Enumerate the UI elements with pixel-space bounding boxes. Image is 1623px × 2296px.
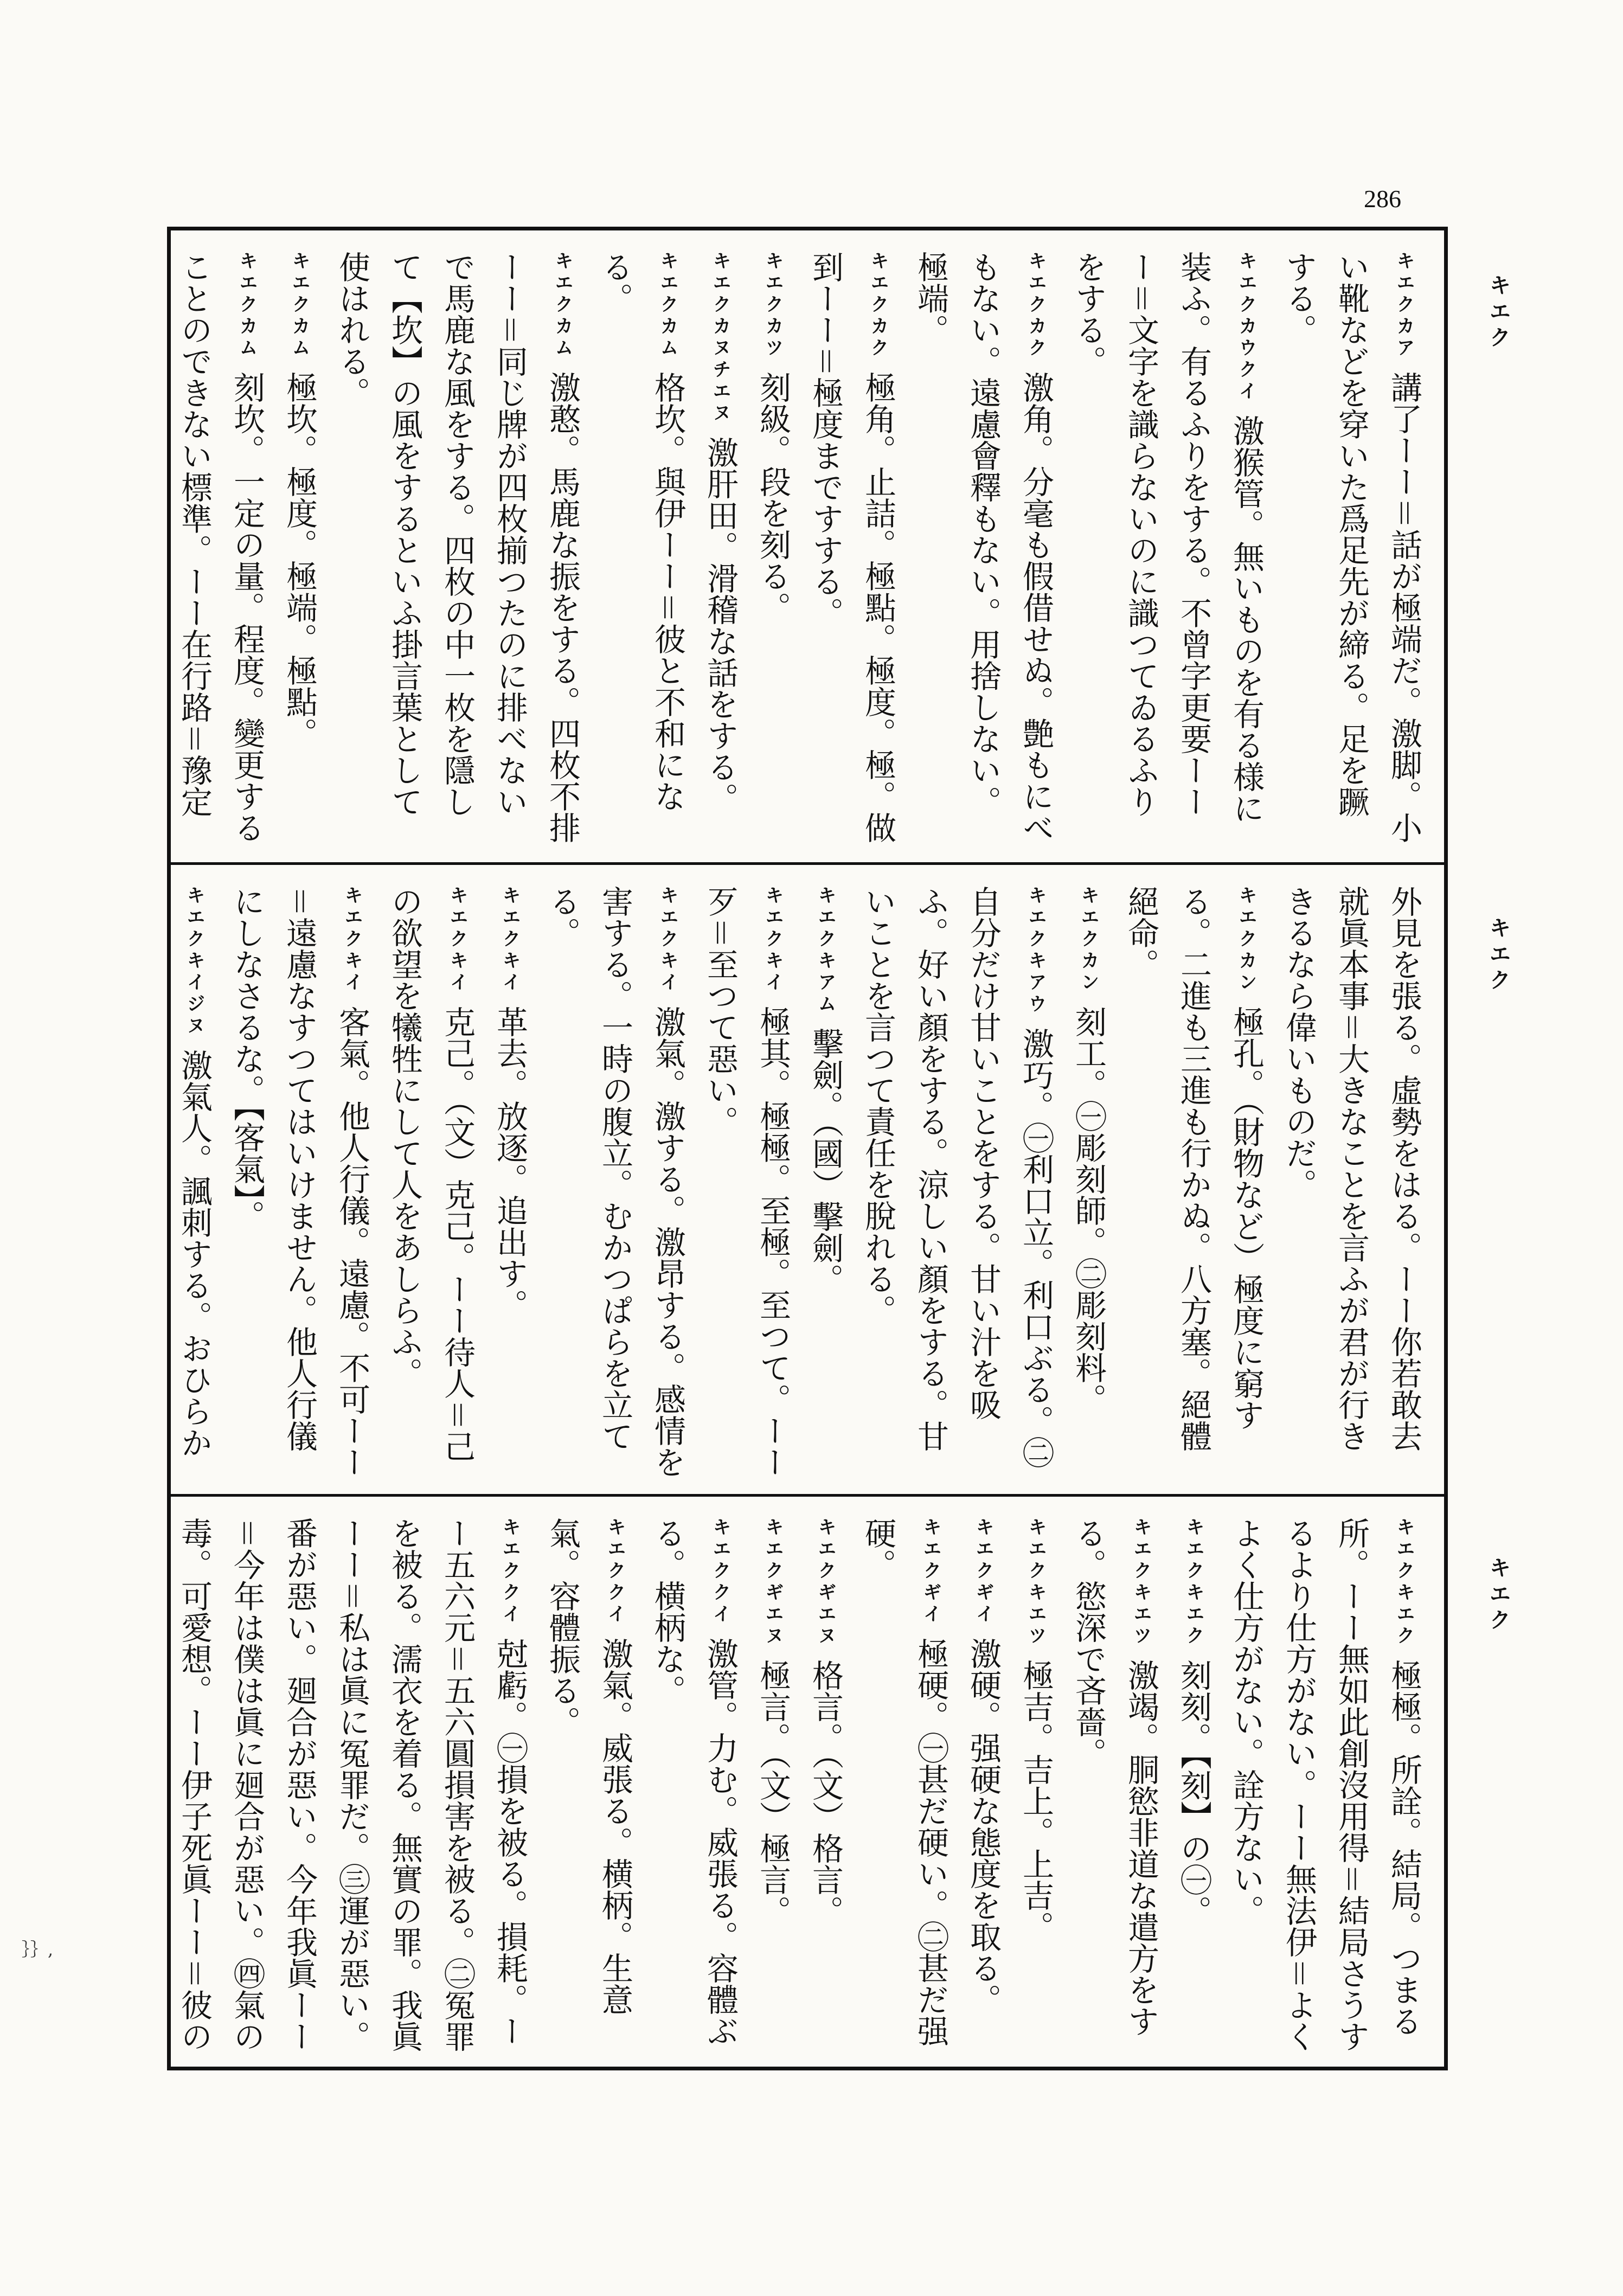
dictionary-entry bbox=[1114, 886, 1272, 1480]
page-number: 286 bbox=[1364, 185, 1401, 213]
entry-definition: 激氣。激する。激昂する。感情を害する。一時の腹立。むかつぱらを立てる。 bbox=[544, 886, 686, 1478]
section-top bbox=[171, 230, 1444, 862]
entry-headword: キエクカヌチエヌ bbox=[709, 251, 731, 425]
entry-definition: 極其。極極。至極。至つて。ーー歹＝至つて惡い。 bbox=[702, 886, 791, 1478]
dictionary-entry bbox=[904, 251, 1062, 848]
entry-headword: キエクカク bbox=[867, 251, 889, 360]
dictionary-entry bbox=[171, 1517, 536, 2056]
entry-headword: キエクギエヌ bbox=[762, 1517, 784, 1647]
entry-definition: 激肝田。滑稽な話をする。 bbox=[702, 437, 739, 814]
column-header-top: キエク bbox=[1486, 274, 1511, 352]
entry-headword: キエクキイ bbox=[341, 886, 363, 994]
entry-headword: キエクキイ bbox=[657, 886, 678, 994]
dictionary-entry bbox=[588, 251, 694, 848]
entry-headword: キエクキエツ bbox=[1025, 1517, 1047, 1647]
dictionary-entry bbox=[273, 251, 325, 848]
entry-headword: キエクキイ bbox=[446, 886, 468, 994]
entry-definition: 講了ーー＝話が極端だ。激脚。小い靴などを穿いた爲足先が締る。足を蹶する。 bbox=[1280, 251, 1422, 844]
dictionary-entry bbox=[746, 251, 799, 848]
entry-headword: キエククイ bbox=[709, 1517, 731, 1626]
dictionary-entry bbox=[851, 886, 1062, 1480]
dictionary-entry bbox=[220, 886, 378, 1480]
dictionary-entry bbox=[1062, 1517, 1167, 2056]
entry-definition: 極坎。極度。極端。極點。 bbox=[281, 371, 318, 749]
entry-headword: キエクカク bbox=[1025, 251, 1047, 360]
entry-definition: 極極。所詮。結局。つまる所。ーー無如此創沒用得＝結局さうするより仕方がない。ーー無法伊＝よくよく仕方がない。詮方ない。 bbox=[1228, 1517, 1422, 2053]
entry-headword: キエクカム bbox=[551, 251, 573, 360]
entry-definition: 擊劍。（國）擊劍。 bbox=[807, 1028, 844, 1295]
dictionary-entry bbox=[641, 1517, 746, 2056]
entry-definition: 格言。（文）格言。 bbox=[807, 1659, 844, 1927]
dictionary-entry bbox=[1272, 251, 1430, 848]
entry-definition: 激氣。威張る。横柄。生意氣。容體振る。 bbox=[544, 1517, 633, 2015]
entry-headword: キエクギエヌ bbox=[814, 1517, 836, 1647]
entry-definition: 激竭。胴慾非道な遣方をする。慾深で吝嗇。 bbox=[1070, 1517, 1159, 2037]
entry-definition: 激巧。㊀利口立。利口ぶる。㊁自分だけ甘いことをする。甘い汁を吸ふ。好い顏をする。涼しい顏をする。甘いことを言つて責任を脫れる。 bbox=[859, 886, 1054, 1468]
entry-definition: 極孔。（財物など）極度に窮する。二進も三進も行かぬ。八方塞。絕體絕命。 bbox=[1122, 886, 1265, 1452]
entry-definition: 激硬。强硬な態度を取る。 bbox=[965, 1638, 1002, 2015]
entry-headword: キエクキエク bbox=[1393, 1517, 1415, 1647]
entry-definition: 極硬。㊀甚だ硬い。㊁甚だ强硬。 bbox=[859, 1517, 949, 2047]
column-header-middle: キエク bbox=[1486, 916, 1511, 995]
entry-definition: 刻坎。一定の量。程度。變更することのできない標準。ーー在行路＝豫定 bbox=[176, 251, 265, 843]
dictionary-entry bbox=[1062, 251, 1272, 848]
dictionary-entry bbox=[536, 1517, 641, 2056]
entry-definition: 激管。力む。威張る。容體ぶる。横柄な。 bbox=[649, 1517, 739, 2047]
dictionary-entry bbox=[694, 886, 799, 1480]
entry-headword: キエクキイ bbox=[499, 886, 521, 994]
dictionary-entry bbox=[1272, 886, 1430, 1480]
entry-definition: 激氣人。諷刺する。おひらか bbox=[176, 1049, 213, 1458]
entry-definition: 尅虧。㊀損を被る。損耗。ーー五六元＝五六圓損害を被る。㊁冤罪を被る。濡衣を着る。無實の罪。我眞ーー＝私は眞に冤罪だ。㊂運が惡い。番が惡い。廻合が惡い。今年我眞ーー＝今年は僕は眞に廻合が惡い。㊃氣の毒。可愛想。ーー伊子死眞ーー＝彼の bbox=[176, 1517, 528, 2053]
entry-definition: 極吉。吉上。上吉。 bbox=[1017, 1659, 1054, 1942]
dictionary-entry bbox=[483, 886, 536, 1480]
entry-definition: 激角。分毫も假借せぬ。艶もにべもない。遠慮會釋もない。用捨しない。極端。 bbox=[912, 251, 1054, 843]
entry-definition: 革去。放逐。追出す。 bbox=[491, 1006, 528, 1320]
entry-definition: 刻刻。【刻】の㊀。 bbox=[1175, 1659, 1212, 1927]
entry-headword: キエククイ bbox=[499, 1517, 521, 1626]
dictionary-entry bbox=[694, 251, 746, 848]
dictionary-entry bbox=[799, 1517, 851, 2056]
entry-headword: キエクカツ bbox=[762, 251, 784, 360]
dictionary-entry bbox=[536, 886, 694, 1480]
entry-headword: キエクキアウ bbox=[1025, 886, 1047, 1016]
entry-definition: 外見を張る。虛勢をはる。ーー你若敢去就眞本事＝大きなことを言ふが君が行ききるなら偉いものだ。 bbox=[1280, 886, 1422, 1452]
column-header-bottom: キエク bbox=[1486, 1556, 1511, 1634]
entry-headword: キエクカア bbox=[1393, 251, 1415, 360]
entry-headword: キエククイ bbox=[604, 1517, 626, 1626]
entry-definition: 刻工。㊀彫刻師。㊁彫刻料。 bbox=[1070, 1006, 1107, 1415]
dictionary-frame bbox=[167, 227, 1448, 2070]
dictionary-entry bbox=[378, 886, 483, 1480]
entry-definition: 客氣。他人行儀。遠慮。不可ーー＝遠慮なすつてはいけません。他人行儀にしなさるな。【客氣】。 bbox=[228, 886, 370, 1478]
entry-definition: 激猴管。無いものを有る様に装ふ。有るふりをする。不曾字更要ーーー＝文字を識らないのに識つてゐるふりをする。 bbox=[1070, 251, 1265, 824]
entry-headword: キエクカン bbox=[1235, 886, 1257, 994]
entry-headword: キエクカウクイ bbox=[1235, 251, 1257, 403]
section-middle bbox=[171, 865, 1444, 1494]
entry-headword: キエクキエツ bbox=[1130, 1517, 1152, 1647]
dictionary-entry bbox=[851, 1517, 957, 2056]
entry-definition: 極言。（文）極言。 bbox=[754, 1659, 791, 1927]
dictionary-entry bbox=[1167, 1517, 1220, 2056]
dictionary-entry bbox=[1009, 1517, 1062, 2056]
entry-definition: 激憨。馬鹿な振をする。四枚不排ーー＝同じ牌が四枚揃つたのに排べないで馬鹿な風をする。四枚の中一枚を隱して【坎】の風をするといふ掛言葉として使はれる。 bbox=[333, 251, 581, 843]
entry-definition: 格坎。與伊ーー＝彼と不和になる。 bbox=[596, 251, 686, 812]
section-bottom bbox=[171, 1497, 1444, 2070]
entry-headword: キエクギイ bbox=[920, 1517, 941, 1626]
dictionary-entry bbox=[1220, 1517, 1430, 2056]
dictionary-entry bbox=[325, 251, 588, 848]
dictionary-entry bbox=[957, 1517, 1009, 2056]
entry-headword: キエクギイ bbox=[972, 1517, 994, 1626]
dictionary-entry bbox=[746, 1517, 799, 2056]
dictionary-entry bbox=[171, 886, 220, 1480]
entry-definition: 極角。止詰。極點。極度。極。做到ーー＝極度まですする。 bbox=[807, 251, 896, 843]
entry-headword: キエクキアム bbox=[814, 886, 836, 1016]
entry-headword: キエクカム bbox=[657, 251, 678, 360]
entry-definition: 刻級。段を刻る。 bbox=[754, 371, 791, 623]
entry-headword: キエクカム bbox=[236, 251, 258, 360]
entry-headword: キエクキエク bbox=[1183, 1517, 1204, 1647]
dictionary-entry bbox=[1062, 886, 1114, 1480]
entry-headword: キエクキイジヌ bbox=[183, 886, 205, 1037]
entry-headword: キエクカン bbox=[1077, 886, 1099, 994]
dictionary-entry bbox=[171, 251, 273, 848]
dictionary-entry bbox=[799, 251, 904, 848]
dictionary-entry bbox=[799, 886, 851, 1480]
margin-mark: ｝｝, bbox=[22, 1939, 54, 1960]
entry-headword: キエクカム bbox=[288, 251, 310, 360]
entry-headword: キエクキイ bbox=[762, 886, 784, 994]
entry-definition: 克己。（文）克己。ーー待人＝己の欲望を犧牲にして人をあしらふ。 bbox=[386, 886, 476, 1463]
